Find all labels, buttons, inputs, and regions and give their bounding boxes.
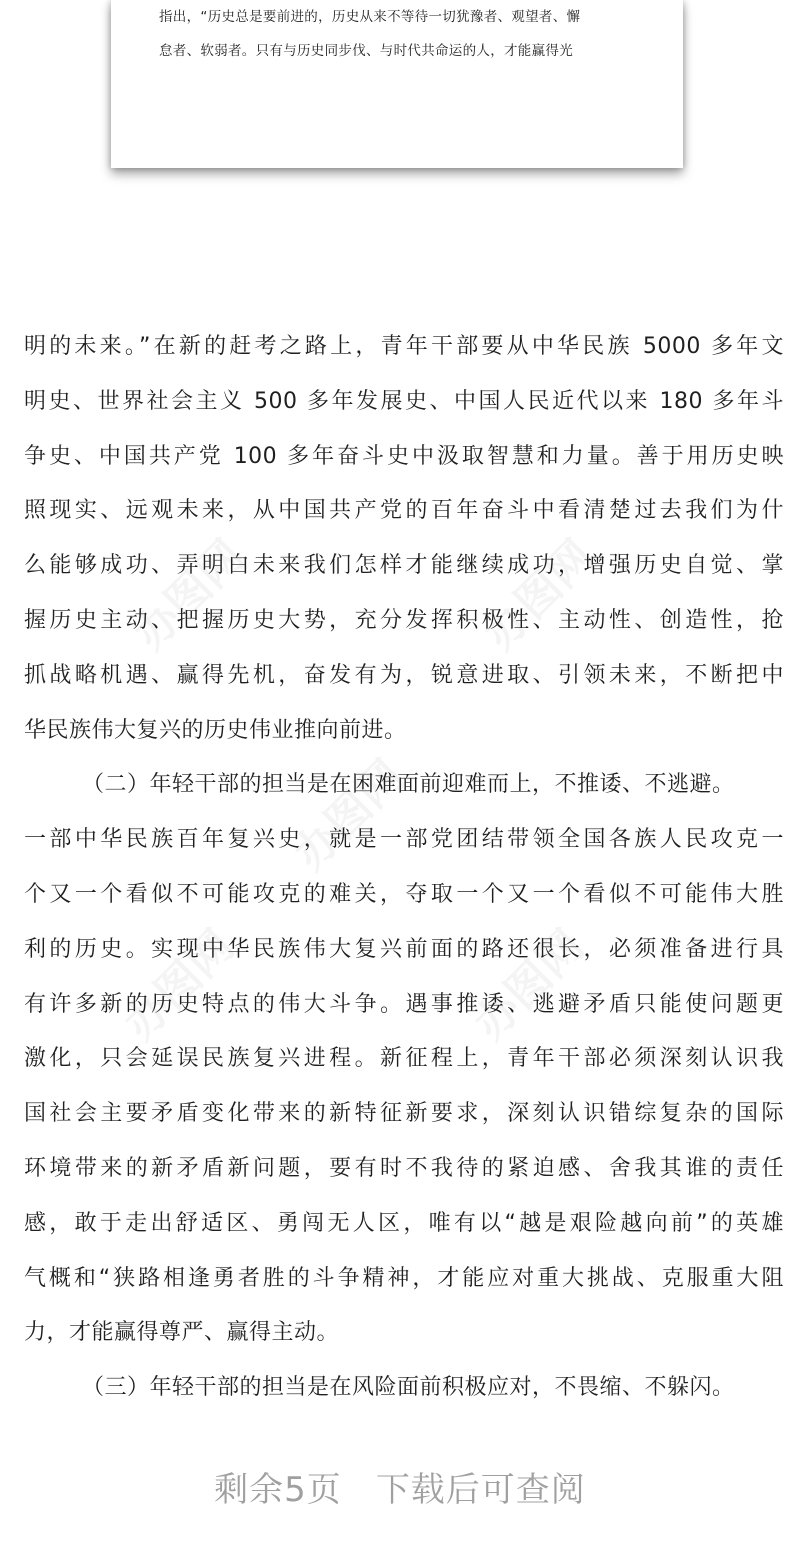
download-to-view-label: 下载后可查阅 <box>375 1470 586 1510</box>
paragraph-line: 一部中华民族百年复兴史，就是一部党团结带领全国各族人民攻克一 <box>24 827 784 853</box>
paragraph-line: 气概和“狭路相逢勇者胜的斗争精神，才能应对重大挑战、克服重大阻 <box>24 1265 784 1291</box>
paragraph-line: 么能够成功、弄明白未来我们怎样才能继续成功，增强历史自觉、掌 <box>24 553 784 579</box>
paragraph-line: 激化，只会延误民族复兴进程。新征程上，青年干部必须深刻认识我 <box>24 1046 784 1072</box>
paragraph-line: 环境带来的新矛盾新问题，要有时不我待的紧迫感、舍我其谁的责任 <box>24 1155 784 1181</box>
paragraph-line: 照现实、远观未来，从中国共产党的百年奋斗中看清楚过去我们为什 <box>24 498 784 524</box>
preview-line: 怠者、软弱者。只有与历史同步伐、与时代共命运的人，才能赢得光 <box>159 43 573 59</box>
paragraph-line: 争史、中国共产党 100 多年奋斗史中汲取智慧和力量。善于用历史映 <box>24 443 784 469</box>
watermark: 办图网 <box>284 750 414 880</box>
paragraph-line: 力，才能赢得尊严、赢得主动。 <box>24 1320 340 1346</box>
preview-line: 指出，“历史总是要前进的，历史从来不等待一切犹豫者、观望者、懈 <box>159 9 581 25</box>
paragraph-line: 明史、世界社会主义 500 多年发展史、中国人民近代以来 180 多年斗 <box>24 388 784 414</box>
document-page-preview <box>111 0 683 168</box>
document-body <box>24 327 784 1423</box>
watermark: 办图网 <box>114 920 244 1050</box>
paragraph-line: 国社会主要矛盾变化带来的新特征新要求，深刻认识错综复杂的国际 <box>24 1101 784 1127</box>
remaining-pages-label: 剩余5页 <box>214 1470 342 1510</box>
paragraph-line: 华民族伟大复兴的历史伟业推向前进。 <box>24 717 407 743</box>
section-heading-line: （三）年轻干部的担当是在风险面前积极应对，不畏缩、不躲闪。 <box>82 1375 735 1401</box>
paragraph-line: 抓战略机遇、赢得先机，奋发有为，锐意进取、引领未来，不断把中 <box>24 662 784 688</box>
paragraph-line: 明的未来。”在新的赶考之路上，青年干部要从中华民族 5000 多年文 <box>24 334 784 359</box>
download-prompt[interactable] <box>0 1462 800 1517</box>
paragraph-line: 利的历史。实现中华民族伟大复兴前面的路还很长，必须准备进行具 <box>24 936 784 962</box>
paragraph-line: 握历史主动、把握历史大势，充分发挥积极性、主动性、创造性，抢 <box>24 607 784 633</box>
paragraph-line: 感，敢于走出舒适区、勇闯无人区，唯有以“越是艰险越向前”的英雄 <box>24 1210 784 1236</box>
paragraph-line: 个又一个看似不可能攻克的难关，夺取一个又一个看似不可能伟大胜 <box>24 881 784 907</box>
watermark: 办图网 <box>474 530 604 660</box>
paragraph-line: 有许多新的历史特点的伟大斗争。遇事推诿、逃避矛盾只能使问题更 <box>24 991 784 1017</box>
section-heading-line: （二）年轻干部的担当是在困难面前迎难而上，不推诿、不逃避。 <box>82 772 735 798</box>
watermark: 办图网 <box>124 530 254 660</box>
watermark: 办图网 <box>464 920 594 1050</box>
